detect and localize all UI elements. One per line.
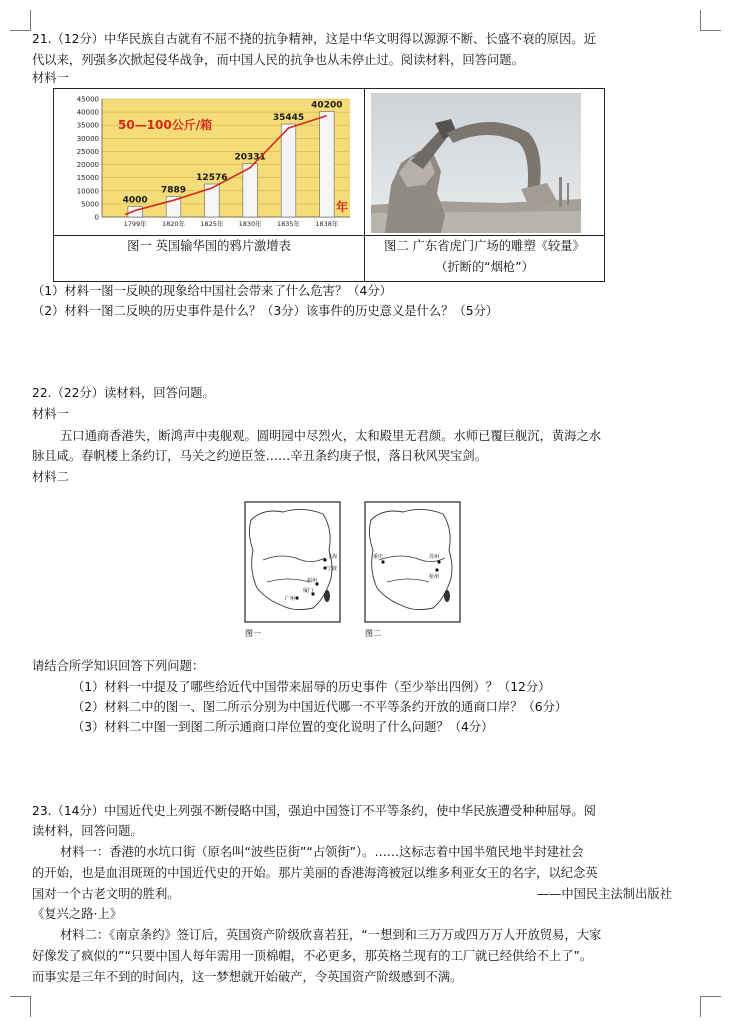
x-tick-label: 1835年 bbox=[276, 220, 301, 228]
y-tick-label: 15000 bbox=[76, 174, 99, 183]
q23-material-2-line-3: 而事实是三年不到的时间内，这一梦想就开始破产，令英国资产阶级感到不满。 bbox=[32, 970, 463, 984]
map-1-city-label: 广州 bbox=[285, 596, 296, 602]
y-tick-label: 40000 bbox=[76, 108, 99, 117]
q22-title: 22.（22分）读材料，回答问题。 bbox=[32, 386, 215, 400]
q21-material-label: 材料一 bbox=[32, 71, 69, 85]
y-tick-label: 45000 bbox=[76, 95, 99, 104]
q23-material-2-line-2: 好像发了疯似的”“只要中国人每年需用一顶棉帽，不必更多，那英格兰现有的工厂就已经供给不上了”。 bbox=[32, 949, 593, 963]
x-tick-label: 1820年 bbox=[161, 220, 186, 228]
sculpture-photo-broken-opium-pipe bbox=[371, 93, 581, 233]
opium-import-bar-chart bbox=[60, 93, 358, 233]
map-1-city-label: 宁波 bbox=[327, 566, 338, 572]
q22-prompt: 请结合所学知识回答下列问题： bbox=[32, 659, 205, 673]
q23-stem-line-1: 23.（14分）中国近代史上列强不断侵略中国，强迫中国签订不平等条约，使中华民族遭受种种屈辱。阅 bbox=[32, 804, 596, 818]
bar-value-label: 20331 bbox=[234, 152, 266, 163]
x-tick-label: 1830年 bbox=[238, 220, 262, 228]
q23-stem-line-2: 读材料，回答问题。 bbox=[32, 824, 143, 838]
corner-mark-top-left bbox=[10, 10, 31, 31]
q21-subquestion-1: （1）材料一图一反映的现象给中国社会带来了什么危害？（4分） bbox=[32, 284, 392, 298]
q22-material-1-label: 材料一 bbox=[32, 407, 69, 421]
q23-material-1-line-2: 的开始，也是血泪斑斑的中国近代史的开始。那片美丽的香港海湾被冠以维多利亚女王的名字，以纪念英 bbox=[32, 866, 598, 880]
y-tick-label: 35000 bbox=[76, 121, 99, 130]
q22-subquestion-3: （3）材料二中图一到图二所示通商口岸位置的变化说明了什么问题？（4分） bbox=[72, 720, 494, 734]
y-tick-label: 20000 bbox=[76, 161, 99, 170]
q22-subquestion-2: （2）材料二中的图一、图二所示分别为中国近代哪一不平等条约开放的通商口岸？（6分） bbox=[72, 700, 568, 714]
figure-2-caption-line-2: （折断的“烟枪”） bbox=[435, 260, 534, 274]
q23-material-1-line-3: 国对一个古老文明的胜利。 bbox=[32, 887, 180, 901]
x-tick-label: 1799年 bbox=[123, 220, 147, 228]
map-2-city-label: 苏州 bbox=[429, 554, 440, 560]
corner-mark-top-right bbox=[700, 10, 721, 31]
map-1-city-label: 厦门 bbox=[303, 588, 314, 594]
table-divider-horizontal bbox=[54, 235, 604, 236]
q21-subquestion-2: （2）材料一图二反映的历史事件是什么？（3分）该事件的历史意义是什么？（5分） bbox=[32, 304, 499, 318]
bar-value-label: 4000 bbox=[122, 195, 148, 206]
q22-material-2-label: 材料二 bbox=[32, 470, 69, 484]
bar bbox=[281, 124, 296, 217]
bar-value-label: 35445 bbox=[272, 113, 305, 124]
bar bbox=[243, 164, 258, 217]
q21-figure-table bbox=[53, 88, 605, 282]
q22-material-1-line-1: 五口通商香港失，断鸿声中夷舰观。圆明园中尽烈火，太和殿里无君颜。水师已覆巨舰沉，黄海之水 bbox=[60, 429, 602, 443]
map-2-label: 图二 bbox=[365, 629, 381, 638]
q21-stem-line-1: 21.（12分）中华民族自古就有不屈不挠的抗争精神，这是中华文明得以源源不断、长盛不衰的原因。近 bbox=[32, 32, 596, 46]
map-2-city-label: 杭州 bbox=[429, 574, 440, 580]
y-tick-label: 0 bbox=[94, 213, 99, 222]
chart-annotation: 50—100公斤/箱 bbox=[118, 118, 213, 132]
treaty-ports-maps bbox=[243, 500, 465, 640]
q23-material-1-line-4: 《复兴之路·上》 bbox=[32, 907, 122, 921]
q23-material-1-source: ——中国民主法制出版社 bbox=[536, 887, 672, 901]
x-unit-label: 年 bbox=[335, 200, 348, 214]
y-tick-label: 5000 bbox=[81, 200, 99, 209]
bar-value-label: 12576 bbox=[196, 173, 228, 184]
y-tick-label: 10000 bbox=[76, 187, 99, 196]
bar-value-label: 7889 bbox=[160, 185, 187, 196]
figure-1-caption: 图一 英国输华国的鸦片激增表 bbox=[127, 239, 291, 253]
map-1-label: 图一 bbox=[245, 629, 261, 638]
bar bbox=[320, 112, 335, 217]
corner-mark-bottom-left bbox=[10, 996, 31, 1017]
y-tick-label: 30000 bbox=[76, 134, 99, 143]
q22-subquestion-1: （1）材料一中提及了哪些给近代中国带来屈辱的历史事件（至少举出四例）？（12分） bbox=[72, 680, 551, 694]
corner-mark-bottom-right bbox=[700, 996, 721, 1017]
map-1-city-label: 上海 bbox=[327, 554, 338, 560]
q21-stem-line-2: 代以来，列强多次掀起侵华战争，而中国人民的抗争也从未停止过。阅读材料，回答问题。 bbox=[32, 53, 524, 67]
bar-value-label: 40200 bbox=[311, 100, 343, 111]
q22-material-1-line-2: 脉且咸。春帆楼上条约订，马关之约逆臣签……辛丑条约庚子恨，落日秋风哭宝剑。 bbox=[32, 449, 487, 463]
q23-material-1-line-1: 材料一：香港的水坑口街（原名叫“波些臣街”“占领街”）。……这标志着中国半殖民地半封建社会 bbox=[60, 845, 584, 859]
map-2-city-label: 重庆 bbox=[373, 554, 384, 560]
y-tick-label: 25000 bbox=[76, 147, 99, 156]
map-1-city-label: 福州 bbox=[307, 578, 318, 584]
q23-material-2-line-1: 材料二：《南京条约》签订后，英国资产阶级欣喜若狂，“一想到和三万万或四万万人开放贸易，大家 bbox=[60, 928, 602, 942]
x-tick-label: 1838年 bbox=[315, 220, 339, 228]
x-tick-label: 1825年 bbox=[200, 220, 224, 228]
figure-2-caption-line-1: 图二 广东省虎门广场的雕塑《较量》 bbox=[384, 239, 585, 253]
